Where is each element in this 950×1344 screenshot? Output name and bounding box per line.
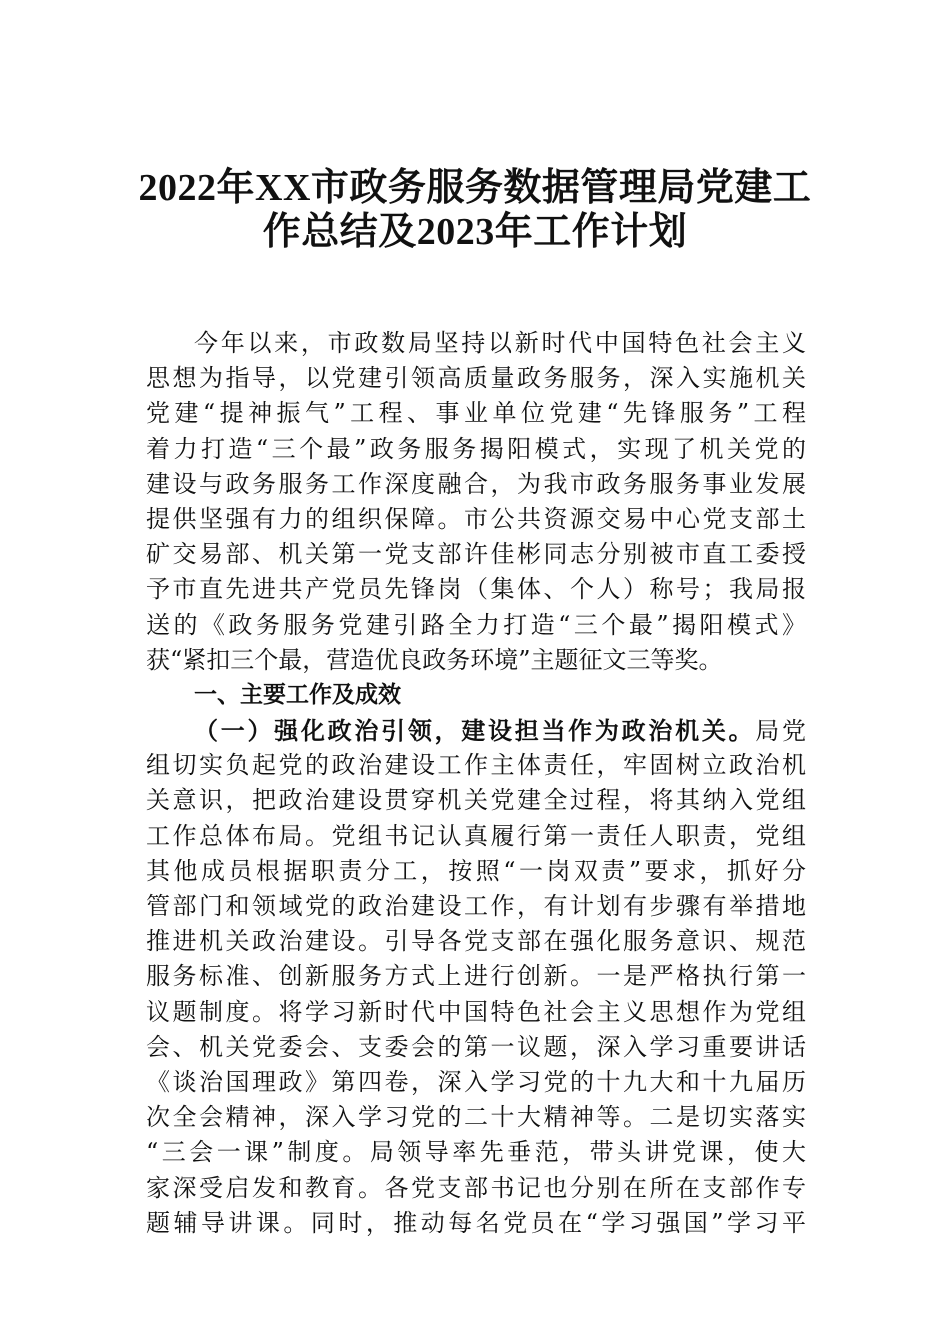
document-title-line-2: 作总结及2023年工作计划 — [262, 211, 688, 253]
section-line: 会、机关党委会、支委会的第一议题，深入学习重要讲话 — [146, 1032, 806, 1061]
intro-line: 着力打造“三个最”政务服务揭阳模式，实现了机关党的 — [146, 434, 806, 463]
section-line: 其他成员根据职责分工，按照“一岗双责”要求，抓好分 — [146, 856, 806, 885]
intro-line: 予市直先进共产党员先锋岗（集体、个人）称号；我局报 — [146, 575, 806, 604]
section-line: 服务标准、创新服务方式上进行创新。一是严格执行第一 — [146, 962, 806, 991]
section-line: 《谈治国理政》第四卷，深入学习党的十九大和十九届历 — [146, 1067, 806, 1096]
section-line: 管部门和领域党的政治建设工作，有计划有步骤有举措地 — [146, 892, 806, 920]
document-title-line-1: 2022年XX市政务服务数据管理局党建工 — [138, 167, 812, 209]
section-line: 次全会精神，深入学习党的二十大精神等。二是切实落实 — [146, 1103, 806, 1132]
section-line: 工作总体布局。党组书记认真履行第一责任人职责，党组 — [146, 821, 806, 850]
subsection-heading-tail: 局党 — [755, 717, 807, 746]
intro-line: 送的《政务服务党建引路全力打造“三个最”揭阳模式》 — [146, 610, 806, 639]
intro-line: 矿交易部、机关第一党支部许佳彬同志分别被市直工委授 — [146, 540, 806, 569]
intro-line: 提供坚强有力的组织保障。市公共资源交易中心党支部土 — [146, 504, 806, 533]
document-body — [146, 326, 806, 1241]
section-line: 关意识，把政治建设贯穿机关党建全过程，将其纳入党组 — [146, 786, 806, 815]
section-line: 议题制度。将学习新时代中国特色社会主义思想作为党组 — [146, 997, 806, 1026]
section-heading: 一、主要工作及成效 — [194, 681, 401, 708]
section-line: “三会一课”制度。局领导率先垂范，带头讲党课，使大 — [146, 1138, 806, 1167]
intro-line: 今年以来，市政数局坚持以新时代中国特色社会主义 — [194, 329, 806, 357]
section-line: 组切实负起党的政治建设工作主体责任，牢固树立政治机 — [146, 751, 806, 780]
section-line: 家深受启发和教育。各党支部书记也分别在所在支部作专 — [146, 1173, 806, 1202]
intro-line: 获“紧扣三个最，营造优良政务环境”主题征文三等奖。 — [146, 645, 723, 674]
intro-line: 建设与政务服务工作深度融合，为我市政务服务事业发展 — [146, 469, 806, 498]
intro-line: 党建“提神振气”工程、事业单位党建“先锋服务”工程 — [146, 399, 806, 428]
subsection-first-line — [146, 713, 806, 748]
intro-line: 思想为指导，以党建引领高质量政务服务，深入实施机关 — [146, 364, 806, 393]
section-line: 题辅导讲课。同时，推动每名党员在“学习强国”学习平 — [146, 1208, 806, 1237]
section-line: 推进机关政治建设。引导各党支部在强化服务意识、规范 — [146, 927, 806, 956]
subsection-heading: （一）强化政治引领，建设担当作为政治机关。 — [194, 716, 756, 746]
